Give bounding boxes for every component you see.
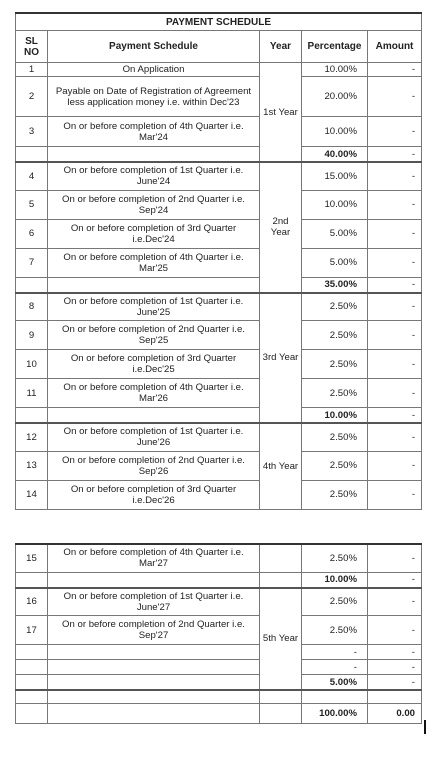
table-row: 15 On or before completion of 4th Quarter i.e. Mar'27 2.50% -: [16, 544, 422, 572]
grand-total-percentage: 100.00%: [302, 703, 368, 723]
header-amount: Amount: [368, 31, 422, 63]
table-row: - -: [16, 660, 422, 675]
subtotal-row: 10.00% -: [16, 572, 422, 588]
payment-schedule-table-part2: [15, 543, 421, 724]
payment-schedule-table-part1: [15, 12, 421, 510]
table-row: - -: [16, 645, 422, 660]
year-cell: 2nd Year: [260, 162, 302, 293]
table-row: 9 On or before completion of 2nd Quarter i.e. Sep'25 2.50% -: [16, 321, 422, 350]
subtotal-row: 5.00% -: [16, 675, 422, 691]
year-cell: 5th Year: [260, 588, 302, 691]
year-cell: 1st Year: [260, 63, 302, 163]
table-row: 6 On or before completion of 3rd Quarter i.e.Dec'24 5.00% -: [16, 219, 422, 248]
table-row: 3 On or before completion of 4th Quarter i.e. Mar'24 10.00% -: [16, 117, 422, 147]
table-row: 17 On or before completion of 2nd Quarter i.e. Sep'27 2.50% -: [16, 616, 422, 645]
text-cursor: [424, 720, 426, 734]
grand-total-amount: 0.00: [368, 703, 422, 723]
table-row: 11 On or before completion of 4th Quarter i.e. Mar'26 2.50% -: [16, 379, 422, 408]
year-cell: 4th Year: [260, 423, 302, 509]
page-title: PAYMENT SCHEDULE: [16, 13, 422, 31]
subtotal-row: 10.00% -: [16, 408, 422, 424]
spacer-row: [16, 690, 422, 703]
table-row: 7 On or before completion of 4th Quarter i.e. Mar'25 5.00% -: [16, 248, 422, 277]
table-row: 10 On or before completion of 3rd Quarter i.e.Dec'25 2.50% -: [16, 350, 422, 379]
subtotal-row: 35.00% -: [16, 277, 422, 293]
table-row: 5 On or before completion of 2nd Quarter i.e. Sep'24 10.00% -: [16, 190, 422, 219]
table-row: 16 On or before completion of 1st Quarter i.e. June'27 5th Year 2.50% -: [16, 588, 422, 616]
table-row: 13 On or before completion of 2nd Quarter i.e. Sep'26 2.50% -: [16, 451, 422, 480]
grand-total-row: [16, 703, 422, 723]
table-row: 1 On Application 1st Year 10.00% -: [16, 63, 422, 77]
title-row: [16, 13, 422, 31]
header-payment-schedule: Payment Schedule: [48, 31, 260, 63]
year-cell: 3rd Year: [260, 293, 302, 424]
subtotal-row: 40.00% -: [16, 147, 422, 163]
table-row: 2 Payable on Date of Registration of Agreement less application money i.e. within Dec'23 20.00% -: [16, 77, 422, 117]
table-row: 14 On or before completion of 3rd Quarter i.e.Dec'26 2.50% -: [16, 480, 422, 509]
table-row: 4 On or before completion of 1st Quarter i.e. June'24 2nd Year 15.00% -: [16, 162, 422, 190]
header-year: Year: [260, 31, 302, 63]
header-percentage: Percentage: [302, 31, 368, 63]
header-row: [16, 31, 422, 63]
table-row: 12 On or before completion of 1st Quarter i.e. June'26 4th Year 2.50% -: [16, 423, 422, 451]
header-sl-no: SL NO: [16, 31, 48, 63]
table-row: 8 On or before completion of 1st Quarter i.e. June'25 3rd Year 2.50% -: [16, 293, 422, 321]
